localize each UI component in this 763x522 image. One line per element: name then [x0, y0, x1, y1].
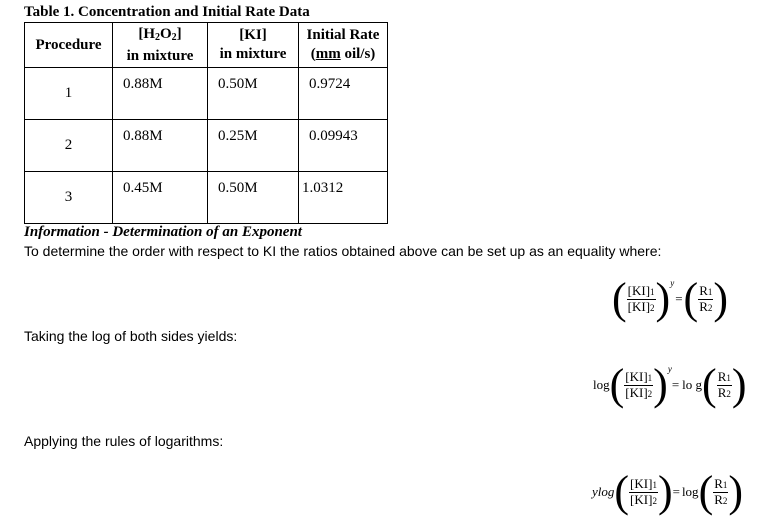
table-row	[25, 120, 388, 172]
cell-ki: 0.50M	[208, 68, 299, 120]
cell-h2o2: 0.45M	[113, 172, 208, 224]
cell-procedure: 2	[25, 120, 113, 172]
cell-procedure: 3	[25, 172, 113, 224]
info-heading: Information - Determination of an Exponent	[24, 224, 302, 240]
cell-ki: 0.25M	[208, 120, 299, 172]
concentration-rate-table	[24, 22, 388, 224]
rules-step-text: Applying the rules of logarithms:	[24, 433, 224, 449]
header-procedure: Procedure	[25, 23, 113, 68]
ratio-equation: ( $\frac{[KI]1}{[KI]2}$ ) y = ( $\frac{R1}{R2}$ )	[612, 274, 729, 323]
table-row	[25, 68, 388, 120]
info-intro-text: To determine the order with respect to KI the ratios obtained above can be set up as an equality where:	[24, 243, 662, 259]
table-row	[25, 172, 388, 224]
table-caption: Table 1. Concentration and Initial Rate Data	[24, 4, 310, 20]
cell-rate: 0.9724	[299, 68, 388, 120]
log-step-text: Taking the log of both sides yields:	[24, 328, 238, 344]
cell-h2o2: 0.88M	[113, 120, 208, 172]
cell-procedure: 1	[25, 68, 113, 120]
cell-rate: 0.09943	[299, 120, 388, 172]
header-ki: [KI] in mixture	[208, 23, 299, 68]
log-equation: log ( $\frac{[KI]1}{[KI]2}$ ) y = lo g ( $\frac{R1}{R2}$ )	[593, 360, 747, 409]
cell-ki: 0.50M	[208, 172, 299, 224]
table-header-row	[25, 23, 388, 68]
cell-h2o2: 0.88M	[113, 68, 208, 120]
header-h2o2: $[H_2O_2]$ in mixture	[113, 23, 208, 68]
cell-rate: 1.0312	[299, 172, 388, 224]
header-initial-rate: Initial Rate (mm oil/s)	[299, 23, 388, 68]
ylog-equation: ylog ( $\frac{[KI]1}{[KI]2}$ ) = log ( $\frac{R1}{R2}$ )	[592, 467, 744, 516]
